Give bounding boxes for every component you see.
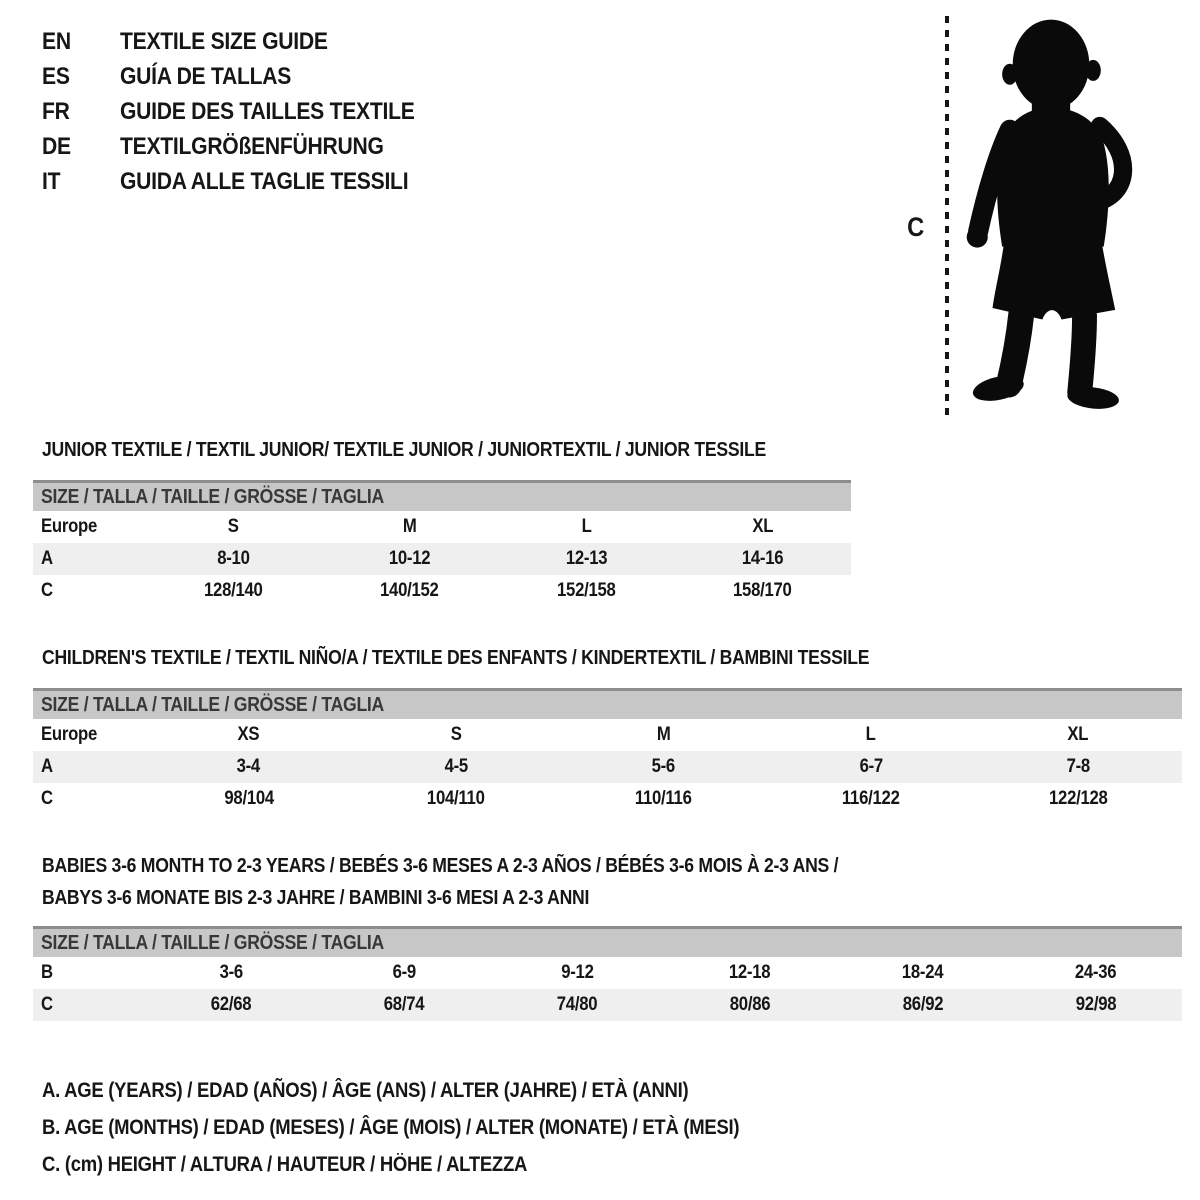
lang-title: GUÍA DE TALLAS [120, 62, 292, 90]
cell-value: 116/122 [842, 788, 900, 809]
height-measure-label: C [907, 212, 925, 242]
cell-value: XL [1067, 724, 1089, 745]
cell-value: 80/86 [729, 994, 771, 1015]
cell-value: S [450, 724, 462, 745]
cell-value: 3-4 [237, 756, 261, 777]
row-label: A [41, 548, 53, 569]
cell-value: 18-24 [902, 962, 944, 983]
table-row-age [33, 543, 851, 575]
row-label: C [41, 788, 53, 809]
row-label: B [41, 962, 53, 983]
row-label: C [41, 580, 53, 601]
children-section-title: CHILDREN'S TEXTILE / TEXTIL NIÑO/A / TEXTILE DES ENFANTS / KINDERTEXTIL / BAMBINI TESSILE [42, 647, 870, 669]
table-row-height [33, 783, 1182, 815]
lang-row-en [42, 24, 455, 59]
lang-title: GUIDE DES TAILLES TEXTILE [120, 97, 415, 125]
size-header-bar: SIZE / TALLA / TAILLE / GRÖSSE / TAGLIA [33, 688, 1182, 719]
cell-value: 92/98 [1075, 994, 1116, 1015]
cell-value: 62/68 [211, 994, 252, 1015]
cell-value: 3-6 [219, 962, 244, 983]
lang-code: ES [42, 62, 70, 90]
cell-value: L [865, 724, 876, 745]
height-dashed-line [944, 16, 950, 418]
cell-value: 86/92 [902, 994, 944, 1015]
cell-value: 12-13 [565, 548, 607, 569]
cell-value: 4-5 [444, 756, 468, 777]
row-label: Europe [41, 516, 98, 537]
table-row-europe [33, 511, 851, 543]
table-row-height [33, 989, 1182, 1021]
cell-value: 24-36 [1074, 962, 1117, 983]
cell-value: 122/128 [1048, 788, 1108, 809]
cell-value: 128/140 [203, 580, 263, 601]
junior-size-table [33, 480, 851, 607]
row-label: A [41, 756, 53, 777]
cell-value: 158/170 [733, 580, 793, 601]
table-row-months [33, 957, 1182, 989]
cell-value: 74/80 [556, 994, 598, 1015]
cell-value: 104/110 [427, 788, 485, 809]
size-header-bar: SIZE / TALLA / TAILLE / GRÖSSE / TAGLIA [33, 926, 1182, 957]
lang-row-fr [42, 94, 455, 129]
toddler-silhouette-icon [960, 12, 1142, 420]
row-label: Europe [41, 724, 98, 745]
cell-value: 6-9 [392, 962, 416, 983]
footnote-age-years: A. AGE (YEARS) / EDAD (AÑOS) / ÂGE (ANS) / ALTER (JAHRE) / ETÀ (ANNI) [42, 1078, 689, 1102]
footnote-age-months: B. AGE (MONTHS) / EDAD (MESES) / ÂGE (MOIS) / ALTER (MONATE) / ETÀ (MESI) [42, 1115, 740, 1139]
lang-title: TEXTILGRÖßENFÜHRUNG [120, 132, 384, 160]
cell-value: 12-18 [729, 962, 771, 983]
cell-value: 110/116 [635, 788, 692, 809]
row-label: C [41, 994, 53, 1015]
cell-value: 68/74 [383, 994, 425, 1015]
table-row-europe [33, 719, 1182, 751]
cell-value: 98/104 [223, 788, 274, 809]
cell-value: 7-8 [1066, 756, 1090, 777]
size-header-bar: SIZE / TALLA / TAILLE / GRÖSSE / TAGLIA [33, 480, 851, 511]
cell-value: 6-7 [859, 756, 883, 777]
cell-value: 140/152 [380, 580, 440, 601]
babies-section-title: BABIES 3-6 MONTH TO 2-3 YEARS / BEBÉS 3-6 MESES A 2-3 AÑOS / BÉBÉS 3-6 MOIS À 2-3 ANS / BABYS 3-6 MONATE BIS 2-3 JAHRE / BAMBINI 3-6 MESI A 2-3 ANNI [42, 855, 839, 909]
language-title-list [42, 24, 455, 199]
lang-title: TEXTILE SIZE GUIDE [120, 27, 328, 55]
legend-footnotes [42, 1072, 834, 1183]
table-row-height [33, 575, 851, 607]
table-row-age [33, 751, 1182, 783]
footnote-height: C. (cm) HEIGHT / ALTURA / HAUTEUR / HÖHE / ALTEZZA [42, 1152, 528, 1176]
cell-value: 152/158 [556, 580, 616, 601]
lang-row-es [42, 59, 455, 94]
cell-value: XL [752, 516, 774, 537]
lang-row-it [42, 164, 455, 199]
cell-value: M [656, 724, 671, 745]
lang-code: DE [42, 132, 71, 160]
lang-code: IT [42, 167, 61, 195]
cell-value: L [581, 516, 592, 537]
lang-row-de [42, 129, 455, 164]
babies-size-table [33, 926, 1182, 1021]
cell-value: 5-6 [651, 756, 676, 777]
cell-value: 8-10 [217, 548, 250, 569]
children-size-table [33, 688, 1182, 815]
cell-value: XS [237, 724, 260, 745]
cell-value: 10-12 [389, 548, 431, 569]
cell-value: S [227, 516, 239, 537]
lang-code: EN [42, 27, 71, 55]
cell-value: M [402, 516, 417, 537]
cell-value: 9-12 [560, 962, 594, 983]
junior-section-title: JUNIOR TEXTILE / TEXTIL JUNIOR/ TEXTILE JUNIOR / JUNIORTEXTIL / JUNIOR TESSILE [42, 439, 766, 461]
cell-value: 14-16 [742, 548, 784, 569]
lang-title: GUIDA ALLE TAGLIE TESSILI [120, 167, 409, 195]
lang-code: FR [42, 97, 70, 125]
